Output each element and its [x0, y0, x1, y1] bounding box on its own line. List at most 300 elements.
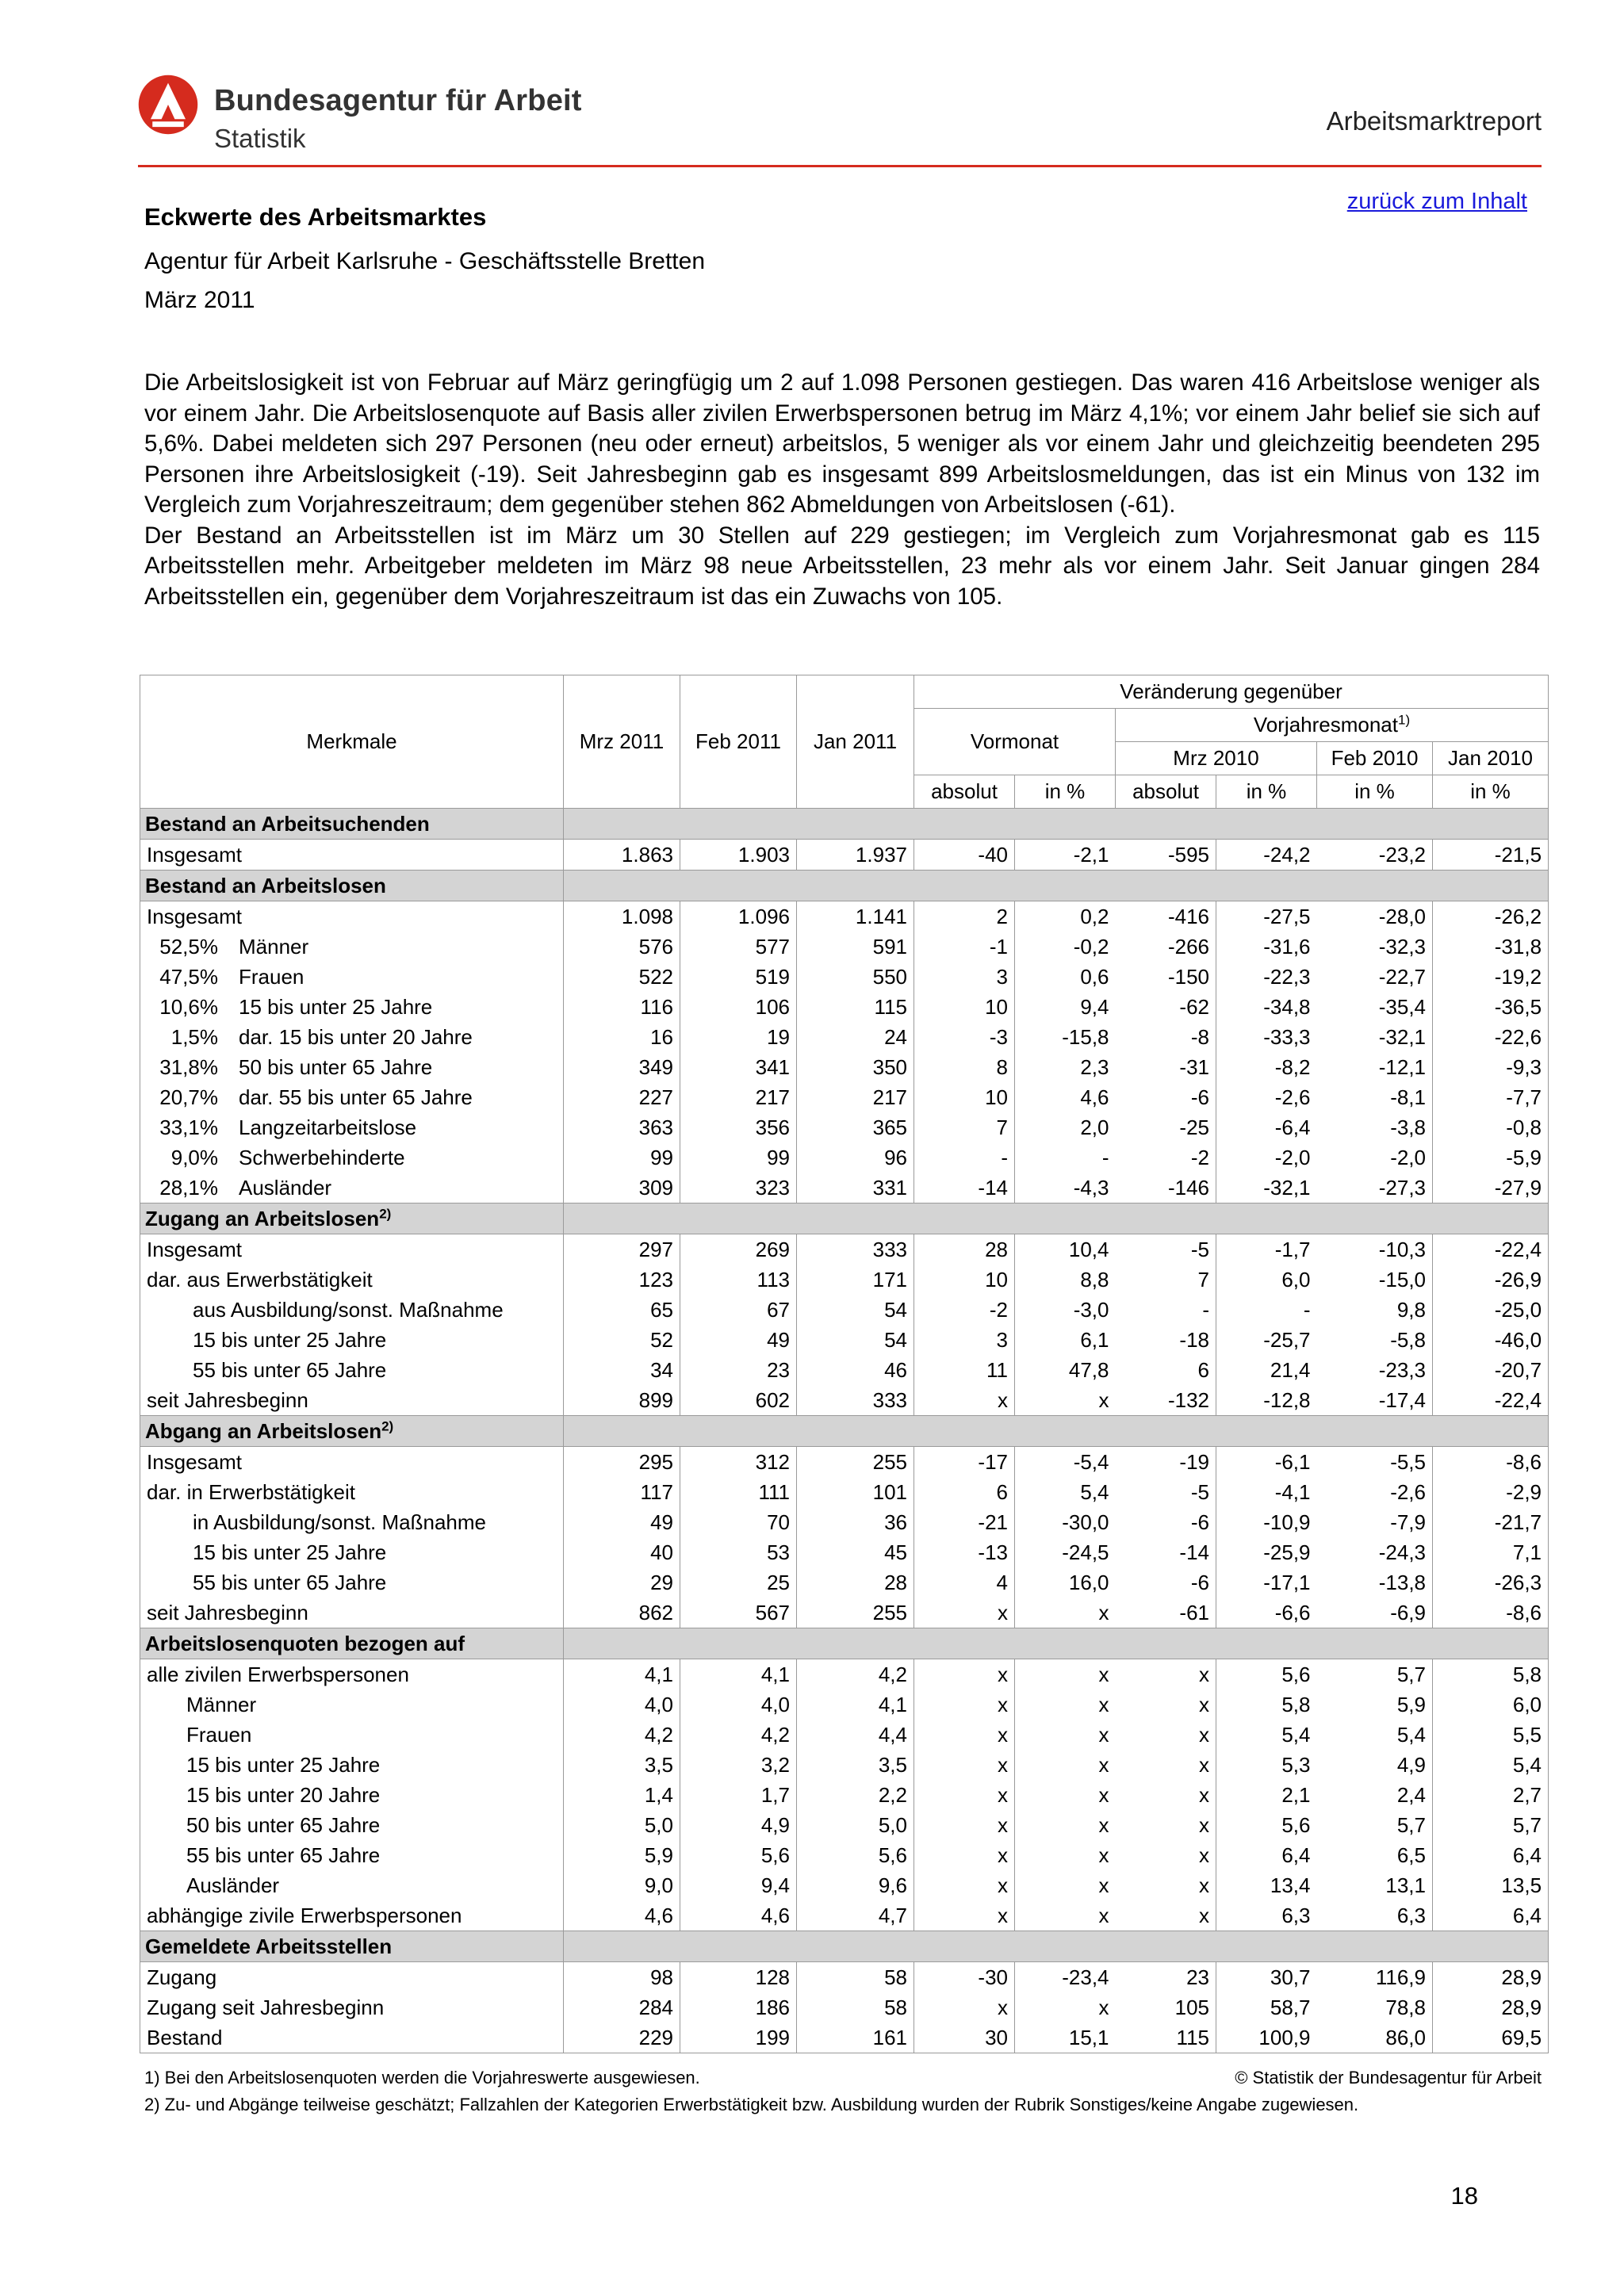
table-row — [140, 1659, 1549, 1690]
table-cell: -5,5 — [1317, 1447, 1433, 1478]
table-row — [140, 1295, 1549, 1325]
table-cell: -5,8 — [1317, 1325, 1433, 1355]
intro-paragraph: Der Bestand an Arbeitsstellen ist im März um 30 Stellen auf 229 gestiegen; im Vergleich zum Vorjahresmonat gab es 115 Arbeitsstellen mehr. Arbeitgeber meldeten im März 98 neue Arbeitsstellen, 23 mehr als vor einem Jahr. Seit Januar gingen 284 Arbeitsstellen ein, gegenüber dem Vorjahreszeitraum ist das ein Zuwachs von 105. — [144, 522, 1540, 610]
table-cell: -6,4 — [1216, 1112, 1317, 1142]
table-cell: x — [1015, 1750, 1116, 1780]
table-cell: 284 — [564, 1992, 680, 2022]
table-cell: 4,0 — [680, 1689, 797, 1720]
document-title: Eckwerte des Arbeitsmarktes — [144, 203, 487, 231]
table-cell: -27,3 — [1317, 1173, 1433, 1203]
table-cell: -3,0 — [1015, 1295, 1116, 1325]
table-cell: -23,4 — [1015, 1962, 1116, 1993]
row-label-cell — [140, 1265, 564, 1295]
table-cell: x — [1116, 1780, 1216, 1810]
section-header-row — [140, 1416, 1549, 1447]
table-cell: 111 — [680, 1477, 797, 1507]
table-cell: 171 — [797, 1265, 914, 1295]
table-cell: -61 — [1116, 1598, 1216, 1628]
table-cell: 21,4 — [1216, 1355, 1317, 1385]
table-cell: 3,5 — [564, 1750, 680, 1780]
footnote-marker: 2) — [381, 1418, 394, 1434]
table-cell: x — [1015, 1900, 1116, 1931]
table-cell: 5,7 — [1433, 1810, 1549, 1840]
table-cell: 67 — [680, 1295, 797, 1325]
table-cell: -13,8 — [1317, 1567, 1433, 1598]
table-cell: x — [1015, 1840, 1116, 1870]
section-header-row — [140, 1628, 1549, 1659]
table-cell: -5,9 — [1433, 1142, 1549, 1173]
col-header-in-pct: in % — [1216, 775, 1317, 809]
table-cell: 350 — [797, 1052, 914, 1082]
table-cell: 58,7 — [1216, 1992, 1317, 2022]
table-cell: -14 — [1116, 1537, 1216, 1567]
header-divider — [138, 165, 1542, 167]
table-cell: - — [1116, 1295, 1216, 1325]
table-cell: x — [914, 1689, 1015, 1720]
row-label-cell — [140, 1173, 564, 1203]
footnote-marker: 1) — [1398, 712, 1411, 728]
table-cell: 519 — [680, 962, 797, 992]
table-cell: 255 — [797, 1447, 914, 1478]
row-label: dar. aus Erwerbstätigkeit — [147, 1268, 373, 1292]
table-cell: 186 — [680, 1992, 797, 2022]
table-cell: -1,7 — [1216, 1234, 1317, 1265]
table-cell: 54 — [797, 1295, 914, 1325]
table-cell: -22,6 — [1433, 1022, 1549, 1052]
table-cell: 229 — [564, 2022, 680, 2053]
table-cell: 2,4 — [1317, 1780, 1433, 1810]
table-cell: x — [914, 1780, 1015, 1810]
table-cell: -19 — [1116, 1447, 1216, 1478]
table-cell: -22,7 — [1317, 962, 1433, 992]
table-cell: 47,8 — [1015, 1355, 1116, 1385]
row-label: Männer — [186, 1693, 257, 1716]
table-row — [140, 1900, 1549, 1931]
section-fill — [564, 871, 1549, 901]
report-period: März 2011 — [144, 287, 255, 313]
table-cell: 5,8 — [1433, 1659, 1549, 1690]
table-cell: 6,5 — [1317, 1840, 1433, 1870]
section-title-text: Arbeitslosenquoten bezogen auf — [145, 1632, 465, 1655]
table-cell: 3 — [914, 1325, 1015, 1355]
table-cell: 5,6 — [680, 1840, 797, 1870]
table-cell: -20,7 — [1433, 1355, 1549, 1385]
row-label: Zugang — [147, 1965, 217, 1989]
table-row — [140, 840, 1549, 871]
table-row — [140, 1810, 1549, 1840]
page-number: 18 — [1450, 2182, 1478, 2210]
table-row — [140, 1234, 1549, 1265]
table-cell: 45 — [797, 1537, 914, 1567]
table-cell: -35,4 — [1317, 992, 1433, 1022]
table-cell: -32,3 — [1317, 932, 1433, 962]
table-cell: 576 — [564, 932, 680, 962]
table-cell: 123 — [564, 1265, 680, 1295]
table-cell: 128 — [680, 1962, 797, 1993]
table-cell: -25,7 — [1216, 1325, 1317, 1355]
table-cell: 356 — [680, 1112, 797, 1142]
table-cell: x — [1116, 1870, 1216, 1900]
row-label: dar. 15 bis unter 20 Jahre — [239, 1025, 473, 1049]
table-cell: 1,7 — [680, 1780, 797, 1810]
row-label: 55 bis unter 65 Jahre — [193, 1571, 387, 1594]
table-cell: 3,5 — [797, 1750, 914, 1780]
table-cell: 1.098 — [564, 901, 680, 932]
table-cell: x — [914, 1659, 1015, 1690]
col-header-absolut: absolut — [914, 775, 1015, 809]
col-header-absolut: absolut — [1116, 775, 1216, 809]
table-cell: 10 — [914, 992, 1015, 1022]
agency-name: Agentur für Arbeit Karlsruhe - Geschäftsstelle Bretten — [144, 248, 706, 274]
col-header-mrz2010: Mrz 2010 — [1116, 742, 1317, 775]
row-label: Frauen — [186, 1723, 252, 1747]
row-label-cell — [140, 1477, 564, 1507]
table-cell: 5,7 — [1317, 1659, 1433, 1690]
row-label-cell — [140, 901, 564, 932]
row-label-cell — [140, 1992, 564, 2022]
table-cell: -24,2 — [1216, 840, 1317, 871]
table-cell: x — [914, 1870, 1015, 1900]
table-cell: -17,1 — [1216, 1567, 1317, 1598]
table-cell: 295 — [564, 1447, 680, 1478]
table-row — [140, 1840, 1549, 1870]
row-label-cell — [140, 2022, 564, 2053]
table-cell: -18 — [1116, 1325, 1216, 1355]
table-cell: x — [1015, 1992, 1116, 2022]
table-cell: -146 — [1116, 1173, 1216, 1203]
row-label-cell — [140, 1810, 564, 1840]
table-cell: -1 — [914, 932, 1015, 962]
table-cell: 7,1 — [1433, 1537, 1549, 1567]
table-cell: 4,0 — [564, 1689, 680, 1720]
table-cell: 28,9 — [1433, 1992, 1549, 2022]
table-cell: 1.903 — [680, 840, 797, 871]
table-cell: 10,4 — [1015, 1234, 1116, 1265]
table-cell: x — [1015, 1810, 1116, 1840]
row-label: Insgesamt — [147, 1450, 242, 1474]
table-cell: -13 — [914, 1537, 1015, 1567]
table-cell: x — [1116, 1840, 1216, 1870]
table-cell: 53 — [680, 1537, 797, 1567]
table-cell: -2,1 — [1015, 840, 1116, 871]
table-cell: x — [914, 1840, 1015, 1870]
section-title-text: Bestand an Arbeitsuchenden — [145, 812, 430, 836]
row-label: abhängige zivile Erwerbspersonen — [147, 1904, 462, 1927]
table-cell: -26,3 — [1433, 1567, 1549, 1598]
table-cell: 7 — [1116, 1265, 1216, 1295]
table-cell: -6 — [1116, 1082, 1216, 1112]
vorjahresmonat-label: Vorjahresmonat — [1253, 713, 1398, 737]
table-cell: -6,9 — [1317, 1598, 1433, 1628]
table-cell: 5,7 — [1317, 1810, 1433, 1840]
col-header-merkmale: Merkmale — [140, 675, 564, 809]
table-cell: 2,7 — [1433, 1780, 1549, 1810]
table-cell: 269 — [680, 1234, 797, 1265]
table-cell: 113 — [680, 1265, 797, 1295]
table-cell: 331 — [797, 1173, 914, 1203]
table-cell: 115 — [797, 992, 914, 1022]
table-cell: 29 — [564, 1567, 680, 1598]
table-cell: -15,8 — [1015, 1022, 1116, 1052]
table-row — [140, 901, 1549, 932]
table-cell: 3,2 — [680, 1750, 797, 1780]
table-cell: -21,7 — [1433, 1507, 1549, 1537]
table-cell: -8 — [1116, 1022, 1216, 1052]
table-cell: 323 — [680, 1173, 797, 1203]
table-cell: 6,4 — [1433, 1840, 1549, 1870]
table-cell: 5,0 — [564, 1810, 680, 1840]
table-row — [140, 1325, 1549, 1355]
intro-text — [144, 368, 1540, 612]
table-cell: 9,4 — [1015, 992, 1116, 1022]
table-cell: x — [914, 1598, 1015, 1628]
table-cell: 6,0 — [1433, 1689, 1549, 1720]
table-cell: 6 — [914, 1477, 1015, 1507]
section-title — [140, 809, 564, 840]
table-cell: -31,6 — [1216, 932, 1317, 962]
table-cell: -3 — [914, 1022, 1015, 1052]
table-cell: -32,1 — [1317, 1022, 1433, 1052]
table-cell: 2,3 — [1015, 1052, 1116, 1082]
table-row — [140, 1598, 1549, 1628]
table-row — [140, 1689, 1549, 1720]
table-cell: 217 — [797, 1082, 914, 1112]
row-label-cell — [140, 1900, 564, 1931]
table-cell: 19 — [680, 1022, 797, 1052]
row-label: Männer — [239, 935, 309, 959]
row-label-cell — [140, 1507, 564, 1537]
row-label: Insgesamt — [147, 843, 242, 867]
row-label-cell — [140, 1385, 564, 1416]
table-cell: -17,4 — [1317, 1385, 1433, 1416]
row-label: 55 bis unter 65 Jahre — [186, 1843, 381, 1867]
row-label-cell — [140, 1598, 564, 1628]
table-cell: 5,5 — [1433, 1720, 1549, 1750]
labor-market-table — [140, 675, 1549, 2053]
table-cell: x — [1015, 1689, 1116, 1720]
table-cell: 16,0 — [1015, 1567, 1116, 1598]
table-cell: 6,4 — [1216, 1840, 1317, 1870]
footnote-marker: 2) — [379, 1206, 392, 1222]
table-cell: -12,1 — [1317, 1052, 1433, 1082]
col-header-jan2010: Jan 2010 — [1433, 742, 1549, 775]
table-cell: x — [914, 1385, 1015, 1416]
table-cell: 297 — [564, 1234, 680, 1265]
table-cell: -22,3 — [1216, 962, 1317, 992]
col-header-vormonat: Vormonat — [914, 709, 1116, 775]
back-to-contents-link[interactable]: zurück zum Inhalt — [1346, 189, 1527, 214]
row-label-cell — [140, 1082, 564, 1112]
table-cell: -7,9 — [1317, 1507, 1433, 1537]
table-cell: -5,4 — [1015, 1447, 1116, 1478]
table-row — [140, 1142, 1549, 1173]
table-row — [140, 932, 1549, 962]
table-cell: -2,6 — [1317, 1477, 1433, 1507]
table-cell: 602 — [680, 1385, 797, 1416]
table-cell: 5,6 — [1216, 1659, 1317, 1690]
table-cell: 36 — [797, 1507, 914, 1537]
row-label-cell — [140, 1052, 564, 1082]
table-cell: -416 — [1116, 901, 1216, 932]
table-cell: -31 — [1116, 1052, 1216, 1082]
table-row — [140, 1720, 1549, 1750]
row-label: dar. 55 bis unter 65 Jahre — [239, 1085, 473, 1109]
table-cell: - — [1216, 1295, 1317, 1325]
table-cell: 54 — [797, 1325, 914, 1355]
table-row — [140, 1022, 1549, 1052]
table-cell: -5 — [1116, 1234, 1216, 1265]
table-cell: 4 — [914, 1567, 1015, 1598]
table-cell: 5,0 — [797, 1810, 914, 1840]
table-cell: 9,0 — [564, 1870, 680, 1900]
table-cell: -25 — [1116, 1112, 1216, 1142]
table-cell: 3 — [914, 962, 1015, 992]
table-cell: -26,9 — [1433, 1265, 1549, 1295]
table-cell: -19,2 — [1433, 962, 1549, 992]
table-cell: -10,9 — [1216, 1507, 1317, 1537]
row-label: 15 bis unter 25 Jahre — [193, 1540, 387, 1564]
table-cell: 86,0 — [1317, 2022, 1433, 2053]
table-cell: - — [914, 1142, 1015, 1173]
row-label: seit Jahresbeginn — [147, 1601, 308, 1624]
table-cell: 105 — [1116, 1992, 1216, 2022]
table-cell: 5,3 — [1216, 1750, 1317, 1780]
table-cell: 52 — [564, 1325, 680, 1355]
brand-subtitle: Statistik — [214, 124, 306, 153]
row-label: Schwerbehinderte — [239, 1146, 405, 1169]
table-cell: 13,5 — [1433, 1870, 1549, 1900]
table-cell: -7,7 — [1433, 1082, 1549, 1112]
row-share-pct: 9,0% — [170, 1146, 218, 1169]
row-label-cell — [140, 1659, 564, 1690]
table-cell: 15,1 — [1015, 2022, 1116, 2053]
row-label: seit Jahresbeginn — [147, 1388, 308, 1412]
table-cell: 10 — [914, 1265, 1015, 1295]
table-cell: 23 — [1116, 1962, 1216, 1993]
row-label: Ausländer — [186, 1873, 280, 1897]
table-row — [140, 1355, 1549, 1385]
col-header-in-pct: in % — [1015, 775, 1116, 809]
table-cell: 899 — [564, 1385, 680, 1416]
table-cell: -132 — [1116, 1385, 1216, 1416]
row-label-cell — [140, 932, 564, 962]
table-cell: x — [1116, 1659, 1216, 1690]
row-label: 15 bis unter 25 Jahre — [239, 995, 433, 1019]
row-label: Langzeitarbeitslose — [239, 1115, 417, 1139]
table-cell: -24,5 — [1015, 1537, 1116, 1567]
table-cell: 312 — [680, 1447, 797, 1478]
table-row — [140, 1780, 1549, 1810]
row-label-cell — [140, 840, 564, 871]
section-fill — [564, 809, 1549, 840]
row-label-cell — [140, 1567, 564, 1598]
table-cell: -4,1 — [1216, 1477, 1317, 1507]
table-cell: 4,9 — [1317, 1750, 1433, 1780]
table-cell: 106 — [680, 992, 797, 1022]
row-label-cell — [140, 1022, 564, 1052]
table-row — [140, 1962, 1549, 1993]
table-cell: 99 — [564, 1142, 680, 1173]
table-cell: 161 — [797, 2022, 914, 2053]
row-label-cell — [140, 962, 564, 992]
table-row — [140, 1447, 1549, 1478]
table-cell: -24,3 — [1317, 1537, 1433, 1567]
table-cell: 7 — [914, 1112, 1015, 1142]
table-cell: 16 — [564, 1022, 680, 1052]
section-title-text: Zugang an Arbeitslosen — [145, 1207, 380, 1230]
row-label-cell — [140, 1720, 564, 1750]
table-cell: 8,8 — [1015, 1265, 1116, 1295]
table-cell: 6,1 — [1015, 1325, 1116, 1355]
table-cell: -8,6 — [1433, 1447, 1549, 1478]
table-cell: 5,4 — [1433, 1750, 1549, 1780]
table-cell: -40 — [914, 840, 1015, 871]
section-header-row — [140, 809, 1549, 840]
table-cell: - — [1015, 1142, 1116, 1173]
section-title — [140, 871, 564, 901]
row-label: Insgesamt — [147, 905, 242, 928]
row-label: 50 bis unter 65 Jahre — [186, 1813, 381, 1837]
table-cell: 0,2 — [1015, 901, 1116, 932]
row-label-cell — [140, 1780, 564, 1810]
table-cell: 40 — [564, 1537, 680, 1567]
table-cell: -2,6 — [1216, 1082, 1317, 1112]
table-row — [140, 1870, 1549, 1900]
table-cell: 5,6 — [1216, 1810, 1317, 1840]
table-cell: -34,8 — [1216, 992, 1317, 1022]
table-cell: 116,9 — [1317, 1962, 1433, 1993]
table-cell: 6 — [1116, 1355, 1216, 1385]
row-share-pct: 52,5% — [159, 935, 218, 959]
table-cell: 1,4 — [564, 1780, 680, 1810]
table-cell: 4,1 — [680, 1659, 797, 1690]
section-title — [140, 1203, 564, 1234]
section-fill — [564, 1203, 1549, 1234]
table-cell: x — [1116, 1689, 1216, 1720]
table-cell: 4,2 — [680, 1720, 797, 1750]
table-cell: -8,6 — [1433, 1598, 1549, 1628]
table-cell: -2 — [1116, 1142, 1216, 1173]
table-cell: 49 — [680, 1325, 797, 1355]
table-cell: -30,0 — [1015, 1507, 1116, 1537]
row-label-cell — [140, 992, 564, 1022]
table-row — [140, 962, 1549, 992]
section-fill — [564, 1628, 1549, 1659]
table-cell: -14 — [914, 1173, 1015, 1203]
table-cell: 13,1 — [1317, 1870, 1433, 1900]
table-cell: x — [1015, 1598, 1116, 1628]
table-cell: 5,4 — [1216, 1720, 1317, 1750]
table-cell: 96 — [797, 1142, 914, 1173]
table-cell: -3,8 — [1317, 1112, 1433, 1142]
table-cell: x — [1116, 1720, 1216, 1750]
table-cell: x — [1116, 1900, 1216, 1931]
section-header-row — [140, 1931, 1549, 1962]
table-row — [140, 1567, 1549, 1598]
table-cell: -22,4 — [1433, 1385, 1549, 1416]
table-cell: -27,5 — [1216, 901, 1317, 932]
table-cell: -25,0 — [1433, 1295, 1549, 1325]
table-cell: 5,4 — [1015, 1477, 1116, 1507]
row-share-pct: 10,6% — [159, 995, 218, 1019]
row-share-pct: 33,1% — [159, 1115, 218, 1139]
table-cell: -23,2 — [1317, 840, 1433, 871]
table-cell: 98 — [564, 1962, 680, 1993]
row-label-cell — [140, 1447, 564, 1478]
row-label-cell — [140, 1142, 564, 1173]
table-row — [140, 1750, 1549, 1780]
table-cell: 117 — [564, 1477, 680, 1507]
